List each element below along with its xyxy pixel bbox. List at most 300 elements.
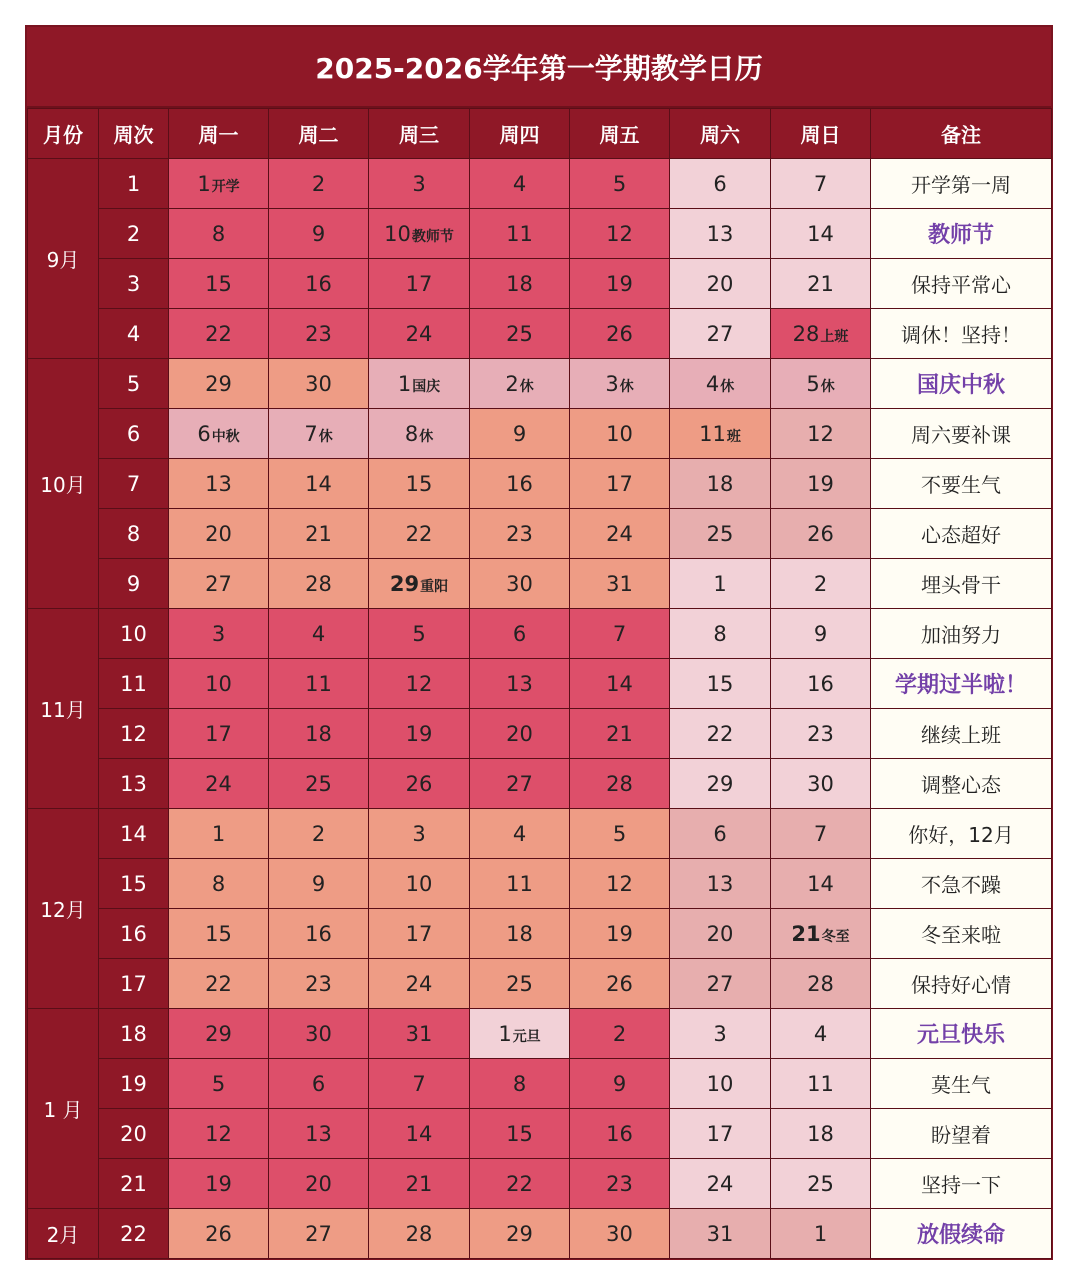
day-number: 19 [405,721,433,746]
day-number: 15 [205,271,232,296]
day-annotation: 冬至 [821,928,850,945]
day-number: 9 [311,871,326,896]
week-note: 保持平常心 [871,259,1052,309]
day-cell [771,1209,871,1259]
day-cell [570,1009,670,1059]
day-cell [470,659,570,709]
week-row [28,659,1052,709]
day-number: 1 [211,821,226,846]
day-number: 19 [606,271,633,296]
day-number: 21 [405,1171,433,1196]
day-number: 22 [405,521,433,546]
day-cell [269,1209,369,1259]
day-cell [269,1059,369,1109]
day-number: 21 [305,521,332,546]
day-cell [670,809,771,859]
day-cell [369,909,470,959]
week-number: 13 [99,759,169,809]
header-tue: 周二 [269,109,369,159]
day-cell [169,659,269,709]
week-note: 开学第一周 [871,159,1052,209]
header-notes: 备注 [871,109,1052,159]
week-row [28,509,1052,559]
day-cell [369,459,470,509]
day-cell [771,959,871,1009]
day-cell [470,209,570,259]
day-cell [470,1159,570,1209]
month-cell: 12月 [28,809,99,1009]
day-number: 25 [807,1171,834,1196]
day-number: 4 [512,171,527,196]
week-number: 5 [99,359,169,409]
day-number: 24 [706,1171,734,1196]
week-number: 1 [99,159,169,209]
day-cell [369,1059,470,1109]
day-cell [369,609,470,659]
day-cell [670,609,771,659]
day-cell [570,1059,670,1109]
day-cell [369,559,470,609]
day-number: 21 [606,721,633,746]
day-cell [269,209,369,259]
day-cell [670,1009,771,1059]
day-number: 4 [512,821,527,846]
day-number: 9 [512,421,527,446]
day-cell [369,959,470,1009]
day-cell [670,259,771,309]
day-annotation: 休 [318,428,333,445]
week-row [28,709,1052,759]
day-annotation: 中秋 [211,428,240,445]
month-cell: 2月 [28,1209,99,1259]
day-number: 20 [305,1171,332,1196]
week-note: 调休！坚持！ [871,309,1052,359]
day-number: 23 [305,971,332,996]
day-number: 13 [506,671,533,696]
day-cell [169,1209,269,1259]
week-number: 4 [99,309,169,359]
day-number: 29 [205,1021,232,1046]
day-cell [169,309,269,359]
day-cell [670,1059,771,1109]
day-cell [369,309,470,359]
calendar [25,25,1053,1260]
day-cell [570,459,670,509]
day-cell [771,709,871,759]
week-note: 不要生气 [871,459,1052,509]
day-number: 11 [506,871,533,896]
day-cell [670,559,771,609]
day-cell [771,159,871,209]
header-fri: 周五 [570,109,670,159]
day-number: 24 [205,771,232,796]
day-number: 23 [305,321,332,346]
day-cell [670,709,771,759]
day-number: 1 [498,1021,512,1046]
day-cell [670,209,771,259]
day-cell [269,459,369,509]
day-number: 24 [405,971,433,996]
day-number: 17 [405,271,433,296]
day-number: 5 [806,371,820,396]
day-annotation: 教师节 [411,228,454,245]
week-row [28,859,1052,909]
day-cell [169,209,269,259]
day-number: 13 [305,1121,332,1146]
day-cell [670,409,771,459]
month-cell: 10月 [28,359,99,609]
day-number: 31 [706,1221,734,1246]
day-number: 16 [305,271,332,296]
day-cell [570,1209,670,1259]
day-cell [470,1059,570,1109]
day-cell [570,859,670,909]
day-cell [470,259,570,309]
day-cell [269,709,369,759]
day-cell [169,609,269,659]
week-note: 教师节 [871,209,1052,259]
day-cell [369,409,470,459]
calendar-table [27,108,1052,1259]
day-cell [670,1209,771,1259]
day-annotation: 班 [726,428,741,445]
day-number: 27 [205,571,232,596]
week-number: 21 [99,1159,169,1209]
day-cell [570,309,670,359]
week-number: 15 [99,859,169,909]
day-cell [169,159,269,209]
day-number: 26 [606,971,633,996]
header-sun: 周日 [771,109,871,159]
day-number: 22 [205,321,232,346]
day-cell [269,259,369,309]
day-cell [169,859,269,909]
day-cell [369,209,470,259]
week-number: 19 [99,1059,169,1109]
header-month: 月份 [28,109,99,159]
day-number: 3 [713,1021,727,1046]
week-number: 11 [99,659,169,709]
day-number: 20 [205,521,232,546]
day-number: 27 [706,971,734,996]
day-cell [169,259,269,309]
day-cell [470,859,570,909]
day-cell [470,709,570,759]
week-number: 22 [99,1209,169,1259]
day-cell [670,659,771,709]
week-number: 12 [99,709,169,759]
day-number: 16 [506,471,533,496]
day-number: 15 [706,671,734,696]
day-cell [670,509,771,559]
day-number: 8 [512,1071,527,1096]
day-cell [269,859,369,909]
day-number: 14 [807,871,834,896]
week-row [28,759,1052,809]
day-cell [470,559,570,609]
day-cell [169,909,269,959]
day-number: 20 [706,921,734,946]
day-number: 7 [813,821,828,846]
day-cell [269,809,369,859]
day-number: 20 [706,271,734,296]
day-cell [269,1159,369,1209]
day-cell [470,309,570,359]
day-number: 27 [506,771,533,796]
day-cell [570,259,670,309]
day-cell [670,959,771,1009]
day-cell [570,509,670,559]
week-note: 冬至来啦 [871,909,1052,959]
day-cell [570,809,670,859]
day-cell [570,759,670,809]
day-number: 22 [205,971,232,996]
day-cell [771,459,871,509]
day-cell [670,909,771,959]
week-row [28,1159,1052,1209]
day-cell [269,359,369,409]
day-cell [670,459,771,509]
week-number: 7 [99,459,169,509]
day-number: 17 [405,921,433,946]
day-number: 6 [713,171,727,196]
day-cell [169,409,269,459]
day-cell [269,559,369,609]
week-row [28,209,1052,259]
day-number: 23 [807,721,834,746]
day-number: 30 [305,1021,332,1046]
week-row [28,1209,1052,1259]
day-cell [670,859,771,909]
day-number: 19 [606,921,633,946]
day-annotation: 重阳 [420,578,449,595]
day-cell [570,159,670,209]
day-number: 30 [606,1221,633,1246]
day-number: 1 [813,1221,828,1246]
week-number: 9 [99,559,169,609]
day-cell [670,359,771,409]
day-number: 7 [612,621,627,646]
day-cell [771,359,871,409]
week-row [28,259,1052,309]
day-cell [771,659,871,709]
day-cell [369,659,470,709]
day-number: 21 [791,921,821,946]
week-note: 继续上班 [871,709,1052,759]
day-cell [169,359,269,409]
day-number: 26 [807,521,834,546]
week-number: 18 [99,1009,169,1059]
day-number: 10 [205,671,232,696]
day-number: 12 [807,421,834,446]
day-number: 7 [813,171,828,196]
day-cell [771,909,871,959]
day-number: 11 [699,421,726,446]
day-cell [169,559,269,609]
day-number: 18 [506,271,533,296]
day-annotation: 元旦 [512,1028,541,1045]
day-cell [570,1109,670,1159]
week-number: 8 [99,509,169,559]
day-number: 7 [412,1071,426,1096]
day-number: 12 [606,221,633,246]
week-row [28,459,1052,509]
day-number: 14 [405,1121,433,1146]
day-cell [570,209,670,259]
day-cell [771,1159,871,1209]
day-number: 1 [197,171,211,196]
day-cell [570,659,670,709]
day-number: 8 [404,421,419,446]
week-note: 你好，12月 [871,809,1052,859]
week-row [28,909,1052,959]
day-number: 8 [211,221,226,246]
day-cell [670,309,771,359]
week-row [28,159,1052,209]
day-number: 21 [807,271,834,296]
day-cell [771,609,871,659]
day-number: 13 [205,471,232,496]
day-number: 18 [506,921,533,946]
day-cell [771,559,871,609]
day-annotation: 休 [820,378,835,395]
day-cell [470,159,570,209]
day-cell [470,459,570,509]
week-note: 莫生气 [871,1059,1052,1109]
header-week: 周次 [99,109,169,159]
day-cell [269,159,369,209]
day-annotation: 休 [720,378,735,395]
day-number: 3 [211,621,226,646]
day-cell [369,1159,470,1209]
week-note: 埋头骨干 [871,559,1052,609]
day-cell [771,409,871,459]
day-number: 18 [305,721,332,746]
day-cell [670,159,771,209]
day-cell [369,1009,470,1059]
day-number: 2 [311,171,326,196]
day-cell [369,759,470,809]
day-number: 30 [305,371,332,396]
week-row [28,359,1052,409]
month-cell: 9月 [28,159,99,359]
day-number: 9 [813,621,828,646]
day-number: 1 [713,571,727,596]
day-annotation: 休 [519,378,534,395]
day-cell [470,959,570,1009]
day-number: 5 [612,821,627,846]
day-number: 27 [305,1221,332,1246]
day-number: 5 [612,171,627,196]
day-number: 16 [606,1121,633,1146]
day-cell [369,709,470,759]
day-number: 15 [405,471,433,496]
day-cell [269,309,369,359]
day-cell [269,909,369,959]
day-cell [470,359,570,409]
day-cell [169,1009,269,1059]
day-number: 16 [305,921,332,946]
day-number: 3 [605,371,619,396]
day-cell [771,259,871,309]
day-number: 24 [606,521,633,546]
day-cell [169,1109,269,1159]
day-number: 5 [211,1071,226,1096]
day-number: 3 [412,821,426,846]
day-number: 13 [706,871,734,896]
day-number: 4 [705,371,720,396]
day-number: 4 [813,1021,828,1046]
week-row [28,809,1052,859]
day-number: 12 [405,671,433,696]
day-number: 18 [706,471,734,496]
week-row [28,409,1052,459]
day-number: 28 [405,1221,433,1246]
day-number: 25 [305,771,332,796]
day-cell [369,359,470,409]
week-row [28,559,1052,609]
day-cell [570,909,670,959]
week-row [28,1059,1052,1109]
day-number: 7 [304,421,318,446]
day-annotation: 国庆 [412,378,441,395]
week-note: 学期过半啦！ [871,659,1052,709]
day-number: 2 [505,371,519,396]
day-number: 28 [305,571,332,596]
day-cell [169,509,269,559]
day-number: 29 [506,1221,533,1246]
day-number: 10 [384,221,411,246]
header-mon: 周一 [169,109,269,159]
day-number: 29 [205,371,232,396]
week-note: 调整心态 [871,759,1052,809]
day-number: 10 [405,871,433,896]
day-number: 9 [311,221,326,246]
day-number: 6 [713,821,727,846]
day-cell [470,759,570,809]
day-cell [369,509,470,559]
day-cell [169,759,269,809]
day-cell [771,509,871,559]
day-cell [269,659,369,709]
day-cell [670,1159,771,1209]
day-number: 6 [311,1071,326,1096]
week-row [28,959,1052,1009]
day-annotation: 上班 [820,328,849,345]
day-number: 31 [405,1021,433,1046]
header-sat: 周六 [670,109,771,159]
day-number: 15 [205,921,232,946]
day-number: 11 [506,221,533,246]
day-number: 8 [211,871,226,896]
day-annotation: 休 [619,378,634,395]
day-number: 10 [606,421,633,446]
day-cell [369,859,470,909]
day-cell [470,609,570,659]
day-number: 6 [512,621,527,646]
day-cell [269,609,369,659]
week-row [28,309,1052,359]
day-cell [771,809,871,859]
day-number: 18 [807,1121,834,1146]
day-cell [169,809,269,859]
day-cell [771,1109,871,1159]
day-number: 2 [612,1021,627,1046]
day-number: 25 [506,321,533,346]
day-cell [670,759,771,809]
day-annotation: 开学 [211,178,240,195]
day-number: 13 [706,221,734,246]
